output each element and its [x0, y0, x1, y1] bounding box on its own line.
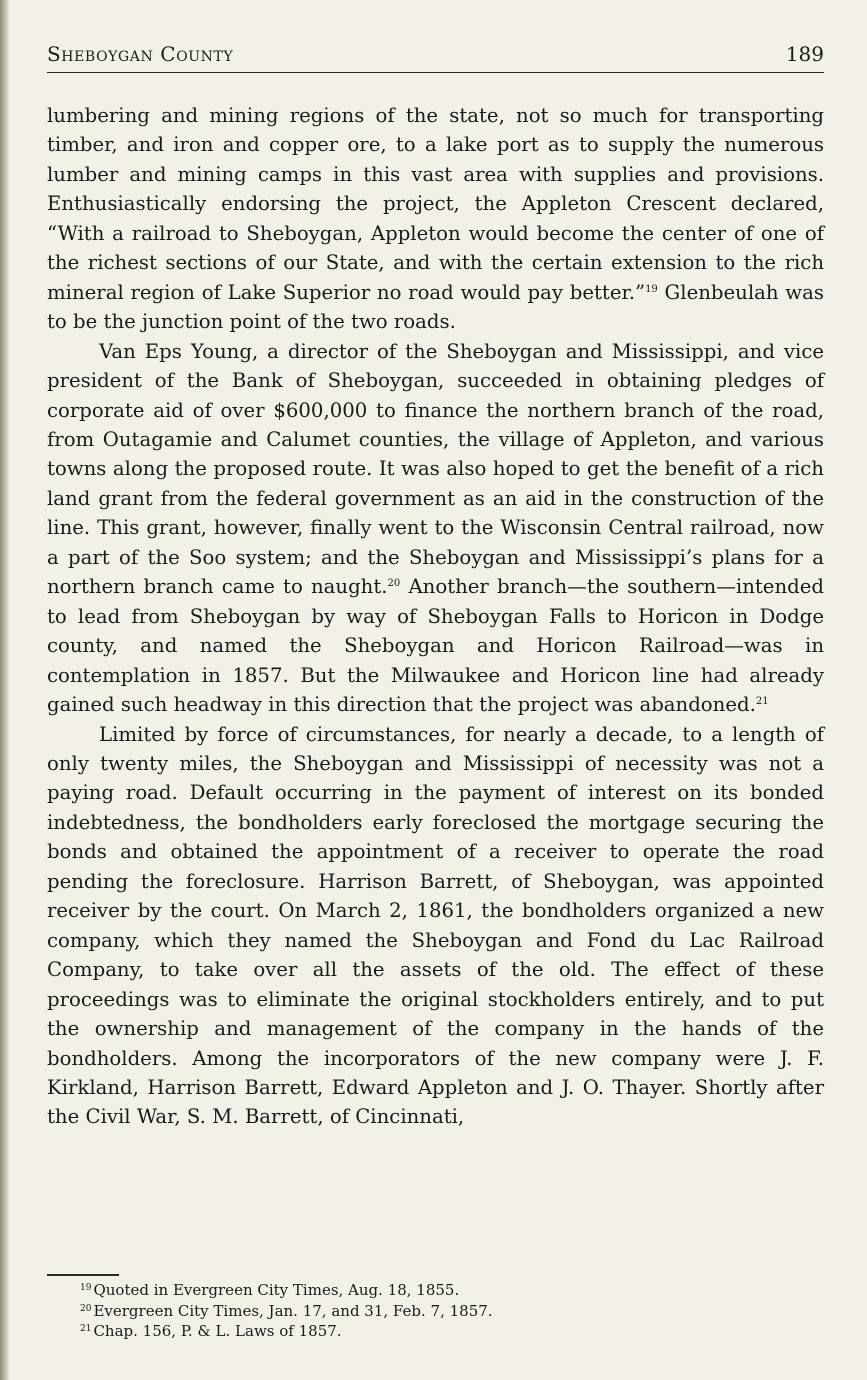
footnote-number: 19: [80, 1283, 92, 1293]
footnote-19: [80, 1280, 800, 1301]
footnote-text: Evergreen City Times, Jan. 17, and 31, Feb. 7, 1857.: [93, 1301, 493, 1320]
text-run: Another branch—the southern—intended to lead from Sheboygan by way of Sheboygan Falls to Horicon in Dodge county, and named the Sheboygan and Horicon Railroad—was in contemplation in 1857. But the Milwaukee and Horicon line had already gained such headway in this direction that the project was abandoned.: [47, 575, 824, 717]
footnotes: [80, 1280, 800, 1342]
footnote-20: [80, 1301, 800, 1322]
text-run: lumbering and mining regions of the state, not so much for transporting timber, and iron and copper ore, to a lake port as to supply the numerous lumber and mining camps in this vast area with supplies and provisions. Enthusiastically endorsing the project, the Appleton Crescent declared, “With a railroad to Sheboygan, Appleton would become the center of one of the richest sections of our State, and with the certain extension to the rich mineral region of Lake Superior no road would pay better.”: [47, 104, 824, 304]
footnote-text: Quoted in Evergreen City Times, Aug. 18, 1855.: [93, 1281, 460, 1299]
running-title: Sheboygan County: [47, 42, 234, 66]
page-number: 189: [785, 42, 824, 66]
footnote-text: Chap. 156, P. & L. Laws of 1857.: [93, 1322, 342, 1340]
paragraph-3: [47, 720, 824, 1132]
footnote-ref-20: 20: [387, 578, 401, 590]
body-text: [47, 101, 824, 1132]
page-spine-shadow: [0, 0, 10, 1380]
footnote-ref-19: 19: [645, 283, 658, 295]
running-head: [47, 40, 824, 73]
text-run: Limited by force of circumstances, for nearly a decade, to a length of only twenty miles, the Sheboygan and Mississippi of necessity was not a paying road. Default occurring in the payment of interest on its bonded indebtedness, the bondholders early foreclosed the mortgage securing the bonds and obtained the appointment of a receiver to operate the road pending the foreclosure. Harrison Barrett, of Sheboygan, was appointed receiver by the court. On March 2, 1861, the bondholders organized a new company, which they named the Sheboygan and Fond du Lac Railroad Company, to take over all the assets of the old. The effect of these proceedings was to eliminate the original stockholders entirely, and to put the ownership and management of the company in the hands of the bondholders. Among the incorporators of the new company were J. F. Kirkland, Harrison Barrett, Edward Appleton and J. O. Thayer. Shortly after the Civil War, S. M. Barrett, of Cincinnati,: [47, 722, 824, 1129]
footnote-divider: [47, 1274, 119, 1276]
text-run: Van Eps Young, a director of the Sheboygan and Mississippi, and vice president of the Bank of Sheboygan, succeeded in obtaining pledges of corporate aid of over $600,000 to finance the northern branch of the road, from Outagamie and Calumet counties, the village of Appleton, and various towns along the proposed route. It was also hoped to get the benefit of a rich land grant from the federal government as an aid in the construction of the line. This grant, however, finally went to the Wisconsin Central railroad, now a part of the Soo system; and the Sheboygan and Mississippi’s plans for a northern branch came to naught.: [47, 339, 824, 599]
footnote-ref-21: 21: [755, 696, 769, 708]
paragraph-2: [47, 337, 824, 720]
paragraph-1: [47, 101, 824, 337]
footnote-number: 21: [80, 1324, 92, 1334]
text-run: Glenbeulah was to be the junction point of the two roads.: [47, 280, 824, 334]
footnote-21: [80, 1321, 800, 1342]
footnote-number: 20: [80, 1303, 92, 1314]
